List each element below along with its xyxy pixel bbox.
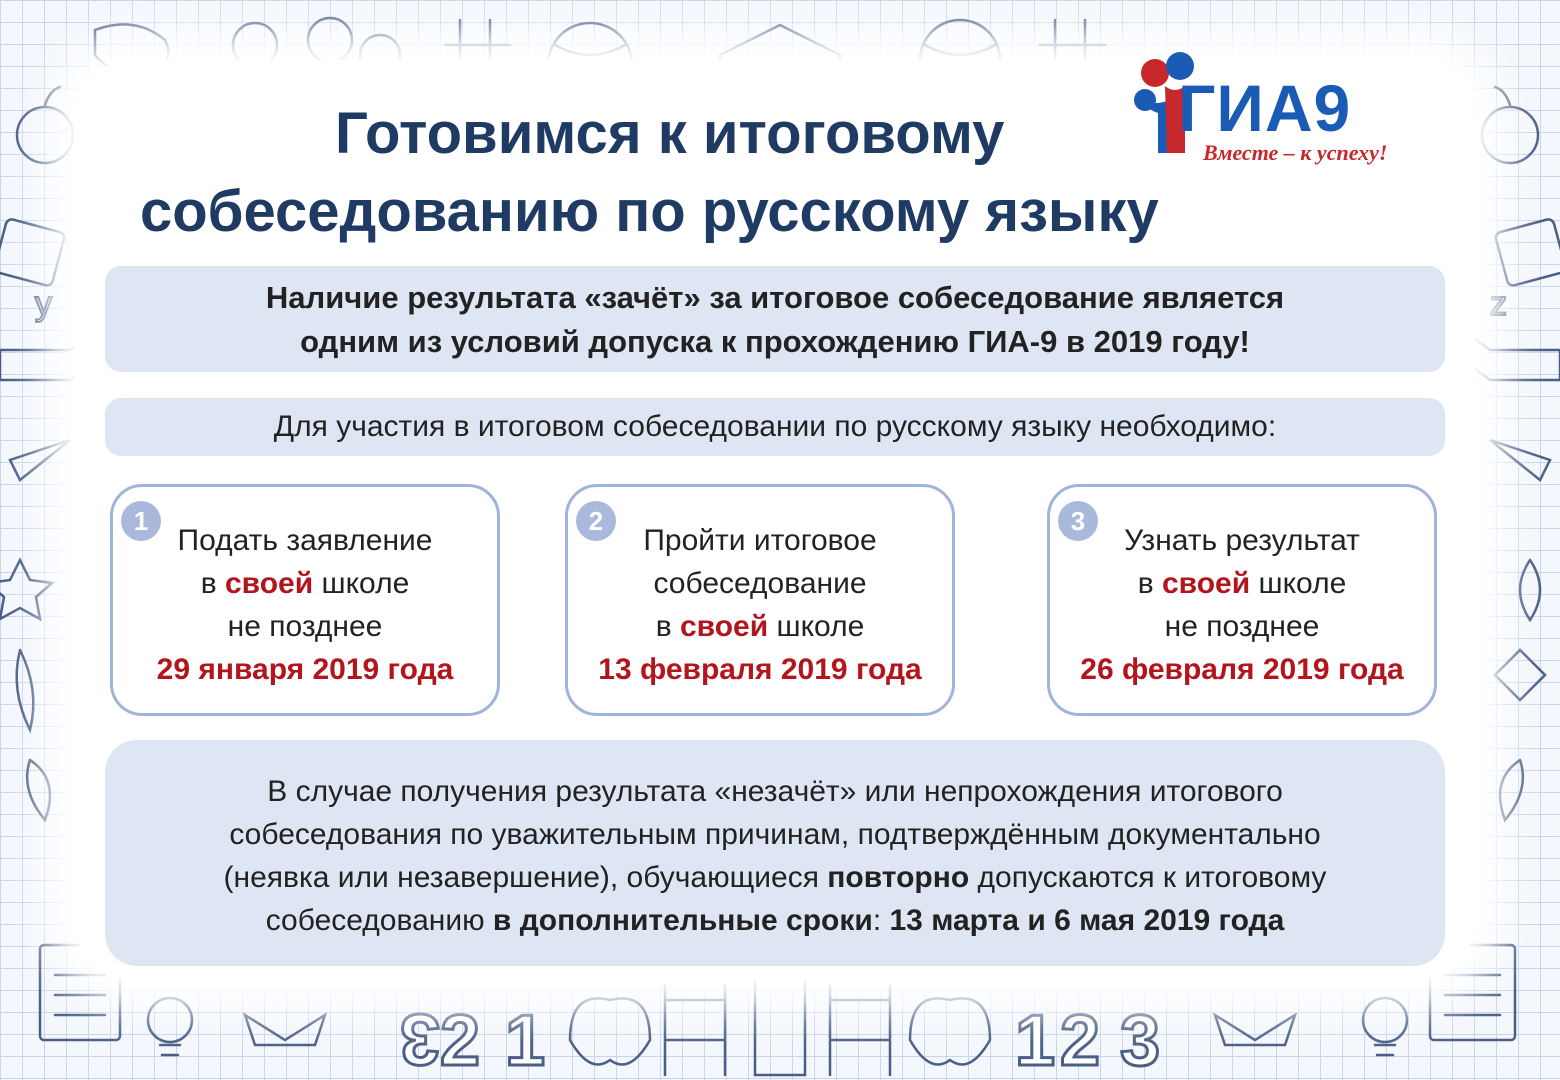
- doodle-letter: z: [1490, 285, 1507, 323]
- requirement-text: Для участия в итоговом собеседовании по русскому языку необходимо:: [273, 410, 1277, 443]
- doodle-digit: 2: [1060, 1001, 1101, 1080]
- step-number-badge: 1: [121, 501, 161, 541]
- logo-tagline: Вместе – к успеху!: [1203, 140, 1388, 165]
- star-doodle: [0, 560, 52, 619]
- abacus-doodle: [665, 985, 725, 1075]
- calculator-doodle: [0, 218, 65, 287]
- step-date: 29 января 2019 года: [156, 653, 454, 686]
- notice-box: [105, 266, 1445, 372]
- requirement-box: [105, 398, 1445, 456]
- step-card-2: [565, 484, 955, 716]
- page-title: [60, 95, 1360, 251]
- retake-line-4: собеседованию в дополнительные сроки: 13 марта и 6 мая 2019 года: [265, 904, 1285, 937]
- step-line: в своей школе: [655, 610, 865, 643]
- bulb-doodle: [148, 998, 192, 1042]
- step-line: не позднее: [1164, 610, 1320, 643]
- step-line: Узнать результат: [1124, 524, 1360, 557]
- retake-line-3: (неявка или незавершение), обучающиеся повторно допускаются к итоговому: [223, 861, 1327, 894]
- doodle-digit: 2: [440, 1001, 481, 1080]
- doodle-letter: y: [35, 285, 52, 323]
- retake-box: [105, 740, 1445, 966]
- step-number-badge: 2: [576, 501, 616, 541]
- apple-bottom-doodle: [570, 998, 650, 1064]
- doodle-digit: 3: [399, 999, 440, 1079]
- step-number-badge: 3: [1058, 501, 1098, 541]
- step-date: 13 февраля 2019 года: [598, 653, 922, 686]
- doodle-digit: 3: [1120, 1001, 1161, 1080]
- retake-line-2: собеседования по уважительным причинам, подтверждённым документально: [229, 818, 1321, 851]
- step-line: Пройти итоговое: [643, 524, 877, 557]
- doodle-digit: 1: [505, 1001, 546, 1080]
- logo-title: ГИА9: [1178, 71, 1352, 145]
- boat-doodle: [245, 1015, 325, 1045]
- step-line: собеседование: [653, 567, 867, 600]
- title-line-2: собеседованию по русскому языку: [140, 179, 1159, 244]
- step-card-1: [110, 484, 500, 716]
- retake-line-1: В случае получения результата «незачёт» или непрохождения итогового: [267, 775, 1283, 808]
- step-card-3: [1047, 484, 1437, 716]
- doodle-digit: 1: [1015, 1001, 1056, 1080]
- step-line: в своей школе: [1137, 567, 1347, 600]
- step-line: в своей школе: [200, 567, 410, 600]
- step-line: Подать заявление: [177, 524, 433, 557]
- title-line-1: Готовимся к итоговому: [335, 101, 1005, 166]
- notice-line-1: Наличие результата «зачёт» за итоговое собеседование является: [265, 280, 1285, 315]
- step-line: не позднее: [227, 610, 383, 643]
- step-date: 26 февраля 2019 года: [1080, 653, 1404, 686]
- notice-line-2: одним из условий допуска к прохождению ГИА-9 в 2019 году!: [300, 324, 1250, 359]
